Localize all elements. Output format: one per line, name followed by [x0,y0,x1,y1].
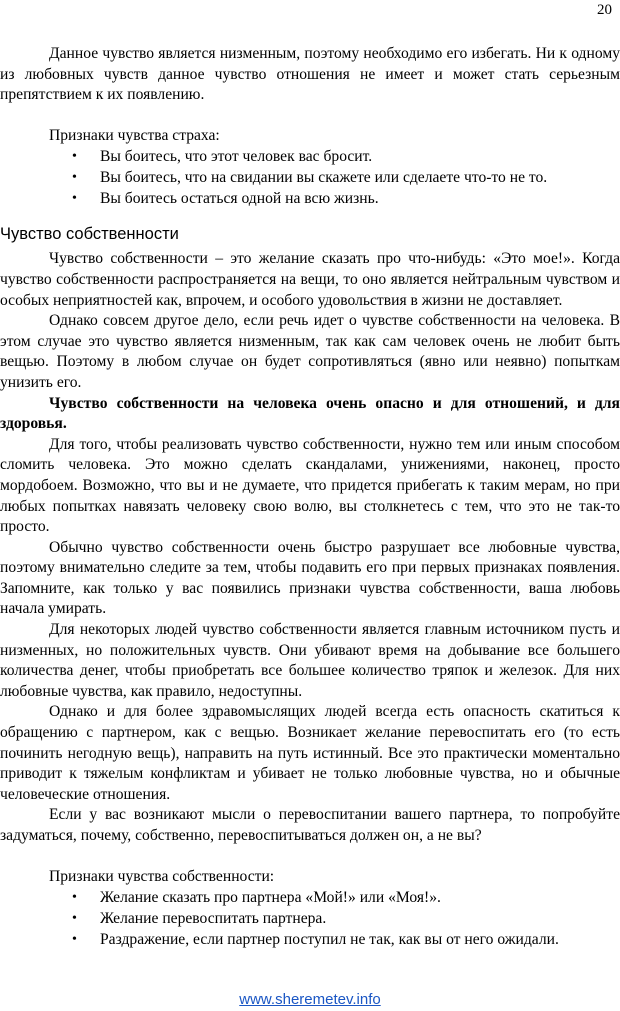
list-item: • Желание сказать про партнера «Мой!» или «Моя!». [72,889,441,907]
bullet-icon: • [72,170,77,186]
body-paragraph: Однако совсем другое дело, если речь идет о чувстве собственности на человека. В этом случае это чувство является низменным, так как сам человек очень не любит быть вещью. Поэтому в любом случае он будет сопротивляться (явно или неявно) попыткам унизить его. [0,312,620,391]
body-paragraph: Обычно чувство собственности очень быстро разрушает все любовные чувства, поэтому внимательно следите за тем, чтобы подавить его при первых признаках появления. Запомните, как только у вас появились признаки чувства собственности, ваша любовь начала умирать. [0,538,620,618]
bullet-icon: • [72,932,77,948]
page-number: 20 [597,2,612,18]
body-paragraph: Для того, чтобы реализовать чувство собственности, нужно тем или иным способом сломить человека. Это можно сделать скандалами, унижениями, наконец, просто мордобоем. Возможно, что вы и не думаете, что придется прибегать к таким мерам, но при любых попытках навязать человеку свою волю, вы столкнетесь с тем, что это не так-то просто. [0,435,620,536]
section-heading: Чувство собственности [0,225,179,244]
list-item: • Вы боитесь, что этот человек вас бросит. [72,148,373,166]
list-item: • Желание перевоспитать партнера. [72,910,327,928]
fear-signs-list [0,146,620,209]
bullet-icon: • [72,911,77,927]
body-paragraph: Для некоторых людей чувство собственности является главным источником пусть и низменных, но положительных чувств. Они убивают время на добывание все большего количества денег, чтобы приобретать все большее количество тряпок и железок. Для них любовные чувства, как правило, недоступны. [0,621,620,700]
body-paragraph: Чувство собственности – это желание сказать про что-нибудь: «Это мое!». Когда чувство собственности распространяется на вещи, то оно является нейтральным чувством и особых неприятностей как, впрочем, и особого удовольствия в жизни не доставляет. [0,250,620,309]
body-paragraph: Если у вас возникают мысли о перевоспитании вашего партнера, то попробуйте задуматься, почему, собственно, перевоспитываться должен он, а не вы? [0,806,620,844]
intro-paragraph: Данное чувство является низменным, поэтому необходимо его избегать. Ни к одному из любовных чувств данное чувство отношения не имеет и может стать серьезным препятствием к их появлению. [0,45,620,104]
ownership-signs-list [0,887,620,950]
bold-warning-paragraph: Чувство собственности на человека очень опасно и для отношений, и для здоровья. [0,394,620,433]
page-content [0,44,620,950]
bullet-icon: • [72,149,77,165]
list-item: • Раздражение, если партнер поступил не так, как вы от него ожидали. [72,931,559,949]
fear-signs-lead: Признаки чувства страха: [49,126,220,144]
list-item: • Вы боитесь, что на свидании вы скажете или сделаете что-то не то. [72,169,548,187]
footer-website-link[interactable]: www.sheremetev.info [239,991,381,1008]
list-item: • Вы боитесь остаться одной на всю жизнь. [72,190,379,208]
bullet-icon: • [72,890,77,906]
bullet-icon: • [72,191,77,207]
body-paragraph: Однако и для более здравомыслящих людей всегда есть опасность скатиться к обращению с партнером, как с вещью. Возникает желание перевоспитать его (то есть починить негодную вещь), направить на путь истинный. Все это практически моментально приводит к тяжелым конфликтам и убивает не только любовные чувства, но и обычные человеческие отношения. [0,703,620,803]
ownership-signs-lead: Признаки чувства собственности: [49,867,275,885]
